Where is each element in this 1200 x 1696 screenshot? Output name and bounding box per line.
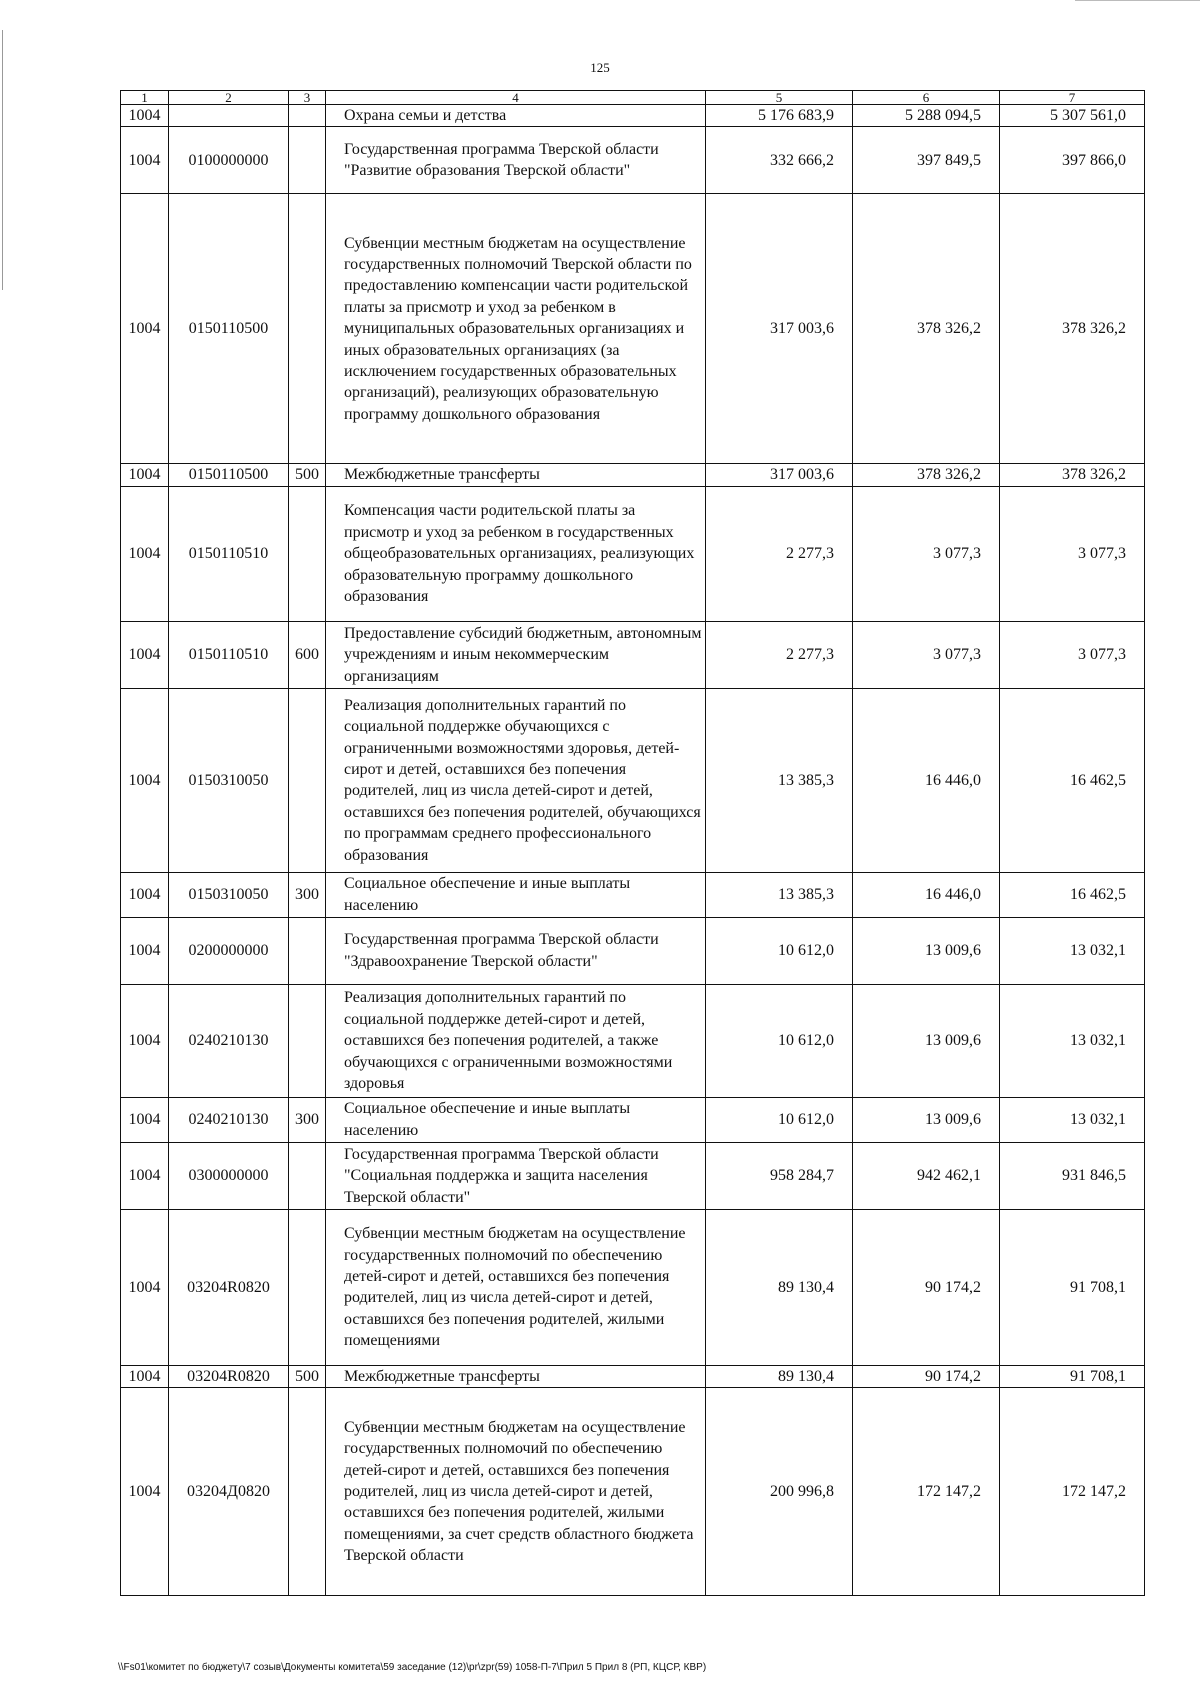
target-article-code: 03204R0820: [169, 1365, 289, 1387]
expense-type-code: [289, 105, 326, 127]
table-header-row: [121, 91, 1145, 105]
amount-col-5: 89 130,4: [706, 1365, 853, 1387]
table-row: [121, 1388, 1145, 1596]
amount-col-6: 16 446,0: [853, 688, 1000, 872]
expense-type-code: [289, 127, 326, 194]
target-article-code: 0200000000: [169, 917, 289, 984]
amount-col-7: 378 326,2: [1000, 194, 1145, 464]
item-name: Субвенции местным бюджетам на осуществление государственных полномочий по обеспечению детей-сирот и детей, оставшихся без попечения родителей, лиц из числа детей-сирот и детей, оставшихся без попечения родителей, жилыми помещениями: [326, 1209, 706, 1365]
item-name: Реализация дополнительных гарантий по социальной поддержке обучающихся с ограниченными возможностями здоровья, детей-сирот и детей, оставшихся без попечения родителей, лиц из числа детей-сирот и детей, оставшихся без попечения родителей, обучающихся по программам среднего профессионального образования: [326, 688, 706, 872]
target-article-code: 0150110510: [169, 621, 289, 688]
amount-col-7: 172 147,2: [1000, 1388, 1145, 1596]
budget-table: [120, 90, 1145, 1596]
expense-type-code: [289, 1142, 326, 1209]
amount-col-6: 3 077,3: [853, 621, 1000, 688]
section-code: 1004: [121, 194, 169, 464]
table-row: [121, 872, 1145, 917]
item-name: Субвенции местным бюджетам на осуществление государственных полномочий по обеспечению детей-сирот и детей, оставшихся без попечения родителей, лиц из числа детей-сирот и детей, оставшихся без попечения родителей, жилыми помещениями, за счет средств областного бюджета Тверской области: [326, 1388, 706, 1596]
section-code: 1004: [121, 127, 169, 194]
footer-file-path: \\Fs01\комитет по бюджету\7 созыв\Документы комитета\59 заседание (12)\pr\zpr(59) 1058-П-7\Прил 5 Прил 8 (РП, КЦСР, КВР): [118, 1662, 707, 1673]
amount-col-7: 3 077,3: [1000, 486, 1145, 621]
target-article-code: 0150110510: [169, 486, 289, 621]
table-row: [121, 1097, 1145, 1142]
expense-type-code: [289, 194, 326, 464]
amount-col-6: 378 326,2: [853, 194, 1000, 464]
section-code: 1004: [121, 1142, 169, 1209]
item-name: Межбюджетные трансферты: [326, 464, 706, 486]
target-article-code: 0240210130: [169, 984, 289, 1097]
amount-col-6: 397 849,5: [853, 127, 1000, 194]
target-article-code: 0300000000: [169, 1142, 289, 1209]
amount-col-5: 10 612,0: [706, 984, 853, 1097]
amount-col-5: 317 003,6: [706, 464, 853, 486]
header-col-2: 2: [169, 91, 289, 105]
target-article-code: 03204Д0820: [169, 1388, 289, 1596]
section-code: 1004: [121, 1365, 169, 1387]
amount-col-6: 942 462,1: [853, 1142, 1000, 1209]
amount-col-5: 2 277,3: [706, 621, 853, 688]
header-col-7: 7: [1000, 91, 1145, 105]
section-code: 1004: [121, 1209, 169, 1365]
item-name: Субвенции местным бюджетам на осуществление государственных полномочий Тверской области по предоставлению компенсации части родительской платы за присмотр и уход за ребенком в муниципальных образовательных организациях и иных образовательных организациях (за исключением государственных образовательных организаций), реализующих образовательную программу дошкольного образования: [326, 194, 706, 464]
header-col-3: 3: [289, 91, 326, 105]
table-row: [121, 464, 1145, 486]
expense-type-code: 300: [289, 872, 326, 917]
expense-type-code: 600: [289, 621, 326, 688]
section-code: 1004: [121, 464, 169, 486]
item-name: Реализация дополнительных гарантий по социальной поддержке детей-сирот и детей, оставшихся без попечения родителей, а также обучающихся с ограниченными возможностями здоровья: [326, 984, 706, 1097]
item-name: Социальное обеспечение и иные выплаты населению: [326, 872, 706, 917]
section-code: 1004: [121, 105, 169, 127]
amount-col-5: 332 666,2: [706, 127, 853, 194]
amount-col-7: 5 307 561,0: [1000, 105, 1145, 127]
section-code: 1004: [121, 688, 169, 872]
header-col-1: 1: [121, 91, 169, 105]
amount-col-6: 90 174,2: [853, 1365, 1000, 1387]
amount-col-5: 317 003,6: [706, 194, 853, 464]
target-article-code: [169, 105, 289, 127]
amount-col-6: 3 077,3: [853, 486, 1000, 621]
amount-col-7: 13 032,1: [1000, 984, 1145, 1097]
expense-type-code: [289, 1388, 326, 1596]
item-name: Государственная программа Тверской области "Здравоохранение Тверской области": [326, 917, 706, 984]
item-name: Государственная программа Тверской области "Развитие образования Тверской области": [326, 127, 706, 194]
expense-type-code: [289, 486, 326, 621]
item-name: Социальное обеспечение и иные выплаты населению: [326, 1097, 706, 1142]
amount-col-5: 2 277,3: [706, 486, 853, 621]
amount-col-7: 378 326,2: [1000, 464, 1145, 486]
target-article-code: 0240210130: [169, 1097, 289, 1142]
table-row: [121, 917, 1145, 984]
amount-col-6: 5 288 094,5: [853, 105, 1000, 127]
amount-col-7: 91 708,1: [1000, 1365, 1145, 1387]
table-row: [121, 1142, 1145, 1209]
amount-col-5: 13 385,3: [706, 688, 853, 872]
item-name: Государственная программа Тверской области "Социальная поддержка и защита населения Тверской области": [326, 1142, 706, 1209]
item-name: Предоставление субсидий бюджетным, автономным учреждениям и иным некоммерческим организациям: [326, 621, 706, 688]
amount-col-7: 931 846,5: [1000, 1142, 1145, 1209]
expense-type-code: 500: [289, 1365, 326, 1387]
expense-type-code: 300: [289, 1097, 326, 1142]
amount-col-7: 13 032,1: [1000, 1097, 1145, 1142]
expense-type-code: [289, 688, 326, 872]
table-row: [121, 486, 1145, 621]
section-code: 1004: [121, 1388, 169, 1596]
header-col-6: 6: [853, 91, 1000, 105]
amount-col-6: 378 326,2: [853, 464, 1000, 486]
amount-col-6: 13 009,6: [853, 917, 1000, 984]
amount-col-7: 13 032,1: [1000, 917, 1145, 984]
table-row: [121, 194, 1145, 464]
page-number: 125: [590, 60, 610, 75]
header-col-5: 5: [706, 91, 853, 105]
section-code: 1004: [121, 917, 169, 984]
amount-col-6: 172 147,2: [853, 1388, 1000, 1596]
section-code: 1004: [121, 984, 169, 1097]
section-code: 1004: [121, 486, 169, 621]
amount-col-5: 5 176 683,9: [706, 105, 853, 127]
table-row: [121, 688, 1145, 872]
expense-type-code: [289, 917, 326, 984]
scan-artifact-top: [1075, 0, 1200, 1]
expense-type-code: [289, 1209, 326, 1365]
target-article-code: 0100000000: [169, 127, 289, 194]
table-row: [121, 984, 1145, 1097]
section-code: 1004: [121, 621, 169, 688]
amount-col-6: 90 174,2: [853, 1209, 1000, 1365]
amount-col-7: 397 866,0: [1000, 127, 1145, 194]
target-article-code: 0150110500: [169, 194, 289, 464]
target-article-code: 0150110500: [169, 464, 289, 486]
amount-col-5: 89 130,4: [706, 1209, 853, 1365]
amount-col-5: 10 612,0: [706, 917, 853, 984]
target-article-code: 0150310050: [169, 872, 289, 917]
table-row: [121, 1365, 1145, 1387]
section-code: 1004: [121, 872, 169, 917]
amount-col-7: 16 462,5: [1000, 688, 1145, 872]
item-name: Межбюджетные трансферты: [326, 1365, 706, 1387]
table-row: [121, 127, 1145, 194]
amount-col-5: 958 284,7: [706, 1142, 853, 1209]
expense-type-code: 500: [289, 464, 326, 486]
amount-col-7: 3 077,3: [1000, 621, 1145, 688]
amount-col-5: 200 996,8: [706, 1388, 853, 1596]
amount-col-6: 16 446,0: [853, 872, 1000, 917]
table-body: [121, 105, 1145, 1596]
amount-col-5: 13 385,3: [706, 872, 853, 917]
item-name: Охрана семьи и детства: [326, 105, 706, 127]
header-col-4: 4: [326, 91, 706, 105]
table-row: [121, 105, 1145, 127]
table-row: [121, 621, 1145, 688]
target-article-code: 03204R0820: [169, 1209, 289, 1365]
expense-type-code: [289, 984, 326, 1097]
section-code: 1004: [121, 1097, 169, 1142]
amount-col-5: 10 612,0: [706, 1097, 853, 1142]
amount-col-6: 13 009,6: [853, 1097, 1000, 1142]
item-name: Компенсация части родительской платы за присмотр и уход за ребенком в государственных общеобразовательных организациях, реализующих образовательную программу дошкольного образования: [326, 486, 706, 621]
table-row: [121, 1209, 1145, 1365]
amount-col-7: 91 708,1: [1000, 1209, 1145, 1365]
amount-col-7: 16 462,5: [1000, 872, 1145, 917]
target-article-code: 0150310050: [169, 688, 289, 872]
amount-col-6: 13 009,6: [853, 984, 1000, 1097]
